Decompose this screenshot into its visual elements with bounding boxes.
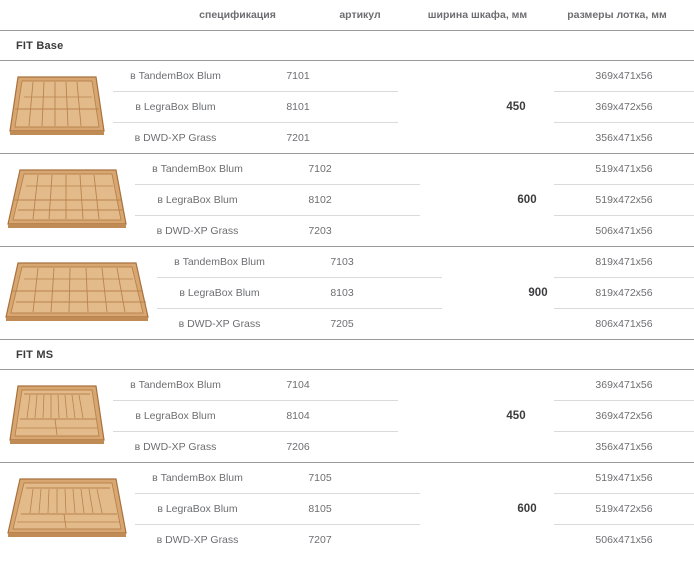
article-value: 7203	[308, 225, 332, 237]
table-row	[130, 494, 500, 524]
cabinet-width-value: 600	[517, 194, 537, 206]
group-title-fit-base: FIT Base	[16, 40, 64, 52]
article-value: 8104	[286, 410, 310, 422]
spec-label: в TandemBox Blum	[152, 163, 243, 175]
tray-size-value: 519x472x56	[595, 503, 653, 515]
article-value: 7105	[308, 472, 332, 484]
spec-label: в TandemBox Blum	[174, 256, 265, 268]
article-value: 7101	[286, 70, 310, 82]
table-row	[152, 278, 522, 308]
article-value: 7102	[308, 163, 332, 175]
spec-label: в DWD-XP Grass	[134, 132, 217, 144]
article-value: 8102	[308, 194, 332, 206]
tray-size-column	[554, 463, 694, 555]
tray-size-value: 506x471x56	[595, 534, 653, 546]
spec-label: в DWD-XP Grass	[156, 225, 239, 237]
cabinet-width-value: 900	[528, 287, 548, 299]
spec-label: в DWD-XP Grass	[134, 441, 217, 453]
product-row	[0, 154, 694, 246]
table-row	[108, 401, 478, 431]
column-header-article: артикул	[339, 9, 381, 21]
table-row	[130, 185, 500, 215]
tray-size-value: 819x471x56	[595, 256, 653, 268]
group-title-fit-ms: FIT MS	[16, 349, 54, 361]
tray-size-value: 519x471x56	[595, 472, 653, 484]
tray-size-value: 506x471x56	[595, 225, 653, 237]
table-row	[152, 247, 522, 277]
tray-size-value: 356x471x56	[595, 441, 653, 453]
spec-rows	[130, 154, 500, 246]
article-value: 7205	[330, 318, 354, 330]
tray-size-column	[554, 154, 694, 246]
tray-image-fit-base-600	[0, 154, 130, 246]
spec-label: в LegraBox Blum	[157, 503, 238, 515]
article-value: 8101	[286, 101, 310, 113]
product-row	[0, 61, 694, 153]
column-header-spec: спецификация	[199, 9, 276, 21]
tray-image-fit-ms-450	[0, 370, 108, 462]
table-row	[152, 309, 522, 339]
article-value: 8103	[330, 287, 354, 299]
article-value: 7103	[330, 256, 354, 268]
spec-label: в LegraBox Blum	[157, 194, 238, 206]
tray-size-value: 806x471x56	[595, 318, 653, 330]
table-header	[0, 0, 694, 30]
spec-rows	[108, 61, 478, 153]
product-row	[0, 247, 694, 339]
spec-label: в TandemBox Blum	[130, 379, 221, 391]
table-row	[108, 370, 478, 400]
table-row	[130, 216, 500, 246]
spec-label: в LegraBox Blum	[135, 101, 216, 113]
cabinet-width-value: 600	[517, 503, 537, 515]
cabinet-width-value: 450	[506, 101, 526, 113]
tray-size-value: 356x471x56	[595, 132, 653, 144]
column-header-tray-size: размеры лотка, мм	[567, 9, 667, 21]
tray-size-value: 369x472x56	[595, 410, 653, 422]
article-value: 7104	[286, 379, 310, 391]
article-value: 7207	[308, 534, 332, 546]
tray-size-value: 369x472x56	[595, 101, 653, 113]
tray-size-column	[554, 61, 694, 153]
tray-size-value: 369x471x56	[595, 379, 653, 391]
article-value: 7201	[286, 132, 310, 144]
table-row	[130, 154, 500, 184]
spec-label: в LegraBox Blum	[179, 287, 260, 299]
table-row	[130, 525, 500, 555]
tray-image-fit-base-450	[0, 61, 108, 153]
tray-size-column	[554, 247, 694, 339]
table-row	[108, 92, 478, 122]
table-row	[108, 123, 478, 153]
spec-label: в DWD-XP Grass	[156, 534, 239, 546]
spec-label: в TandemBox Blum	[152, 472, 243, 484]
tray-size-value: 369x471x56	[595, 70, 653, 82]
spec-rows	[130, 463, 500, 555]
tray-size-column	[554, 370, 694, 462]
spec-label: в LegraBox Blum	[135, 410, 216, 422]
tray-size-value: 519x472x56	[595, 194, 653, 206]
tray-size-value: 819x472x56	[595, 287, 653, 299]
spec-label: в DWD-XP Grass	[178, 318, 261, 330]
article-value: 7206	[286, 441, 310, 453]
table-row	[108, 61, 478, 91]
cabinet-width-value: 450	[506, 410, 526, 422]
table-row	[108, 432, 478, 462]
spec-rows	[152, 247, 522, 339]
spec-label: в TandemBox Blum	[130, 70, 221, 82]
column-header-cabinet-width: ширина шкафа, мм	[427, 9, 528, 21]
table-row	[130, 463, 500, 493]
article-value: 8105	[308, 503, 332, 515]
tray-image-fit-base-900	[0, 247, 152, 339]
tray-image-fit-ms-600	[0, 463, 130, 555]
product-row	[0, 463, 694, 555]
spec-rows	[108, 370, 478, 462]
product-row	[0, 370, 694, 462]
tray-size-value: 519x471x56	[595, 163, 653, 175]
